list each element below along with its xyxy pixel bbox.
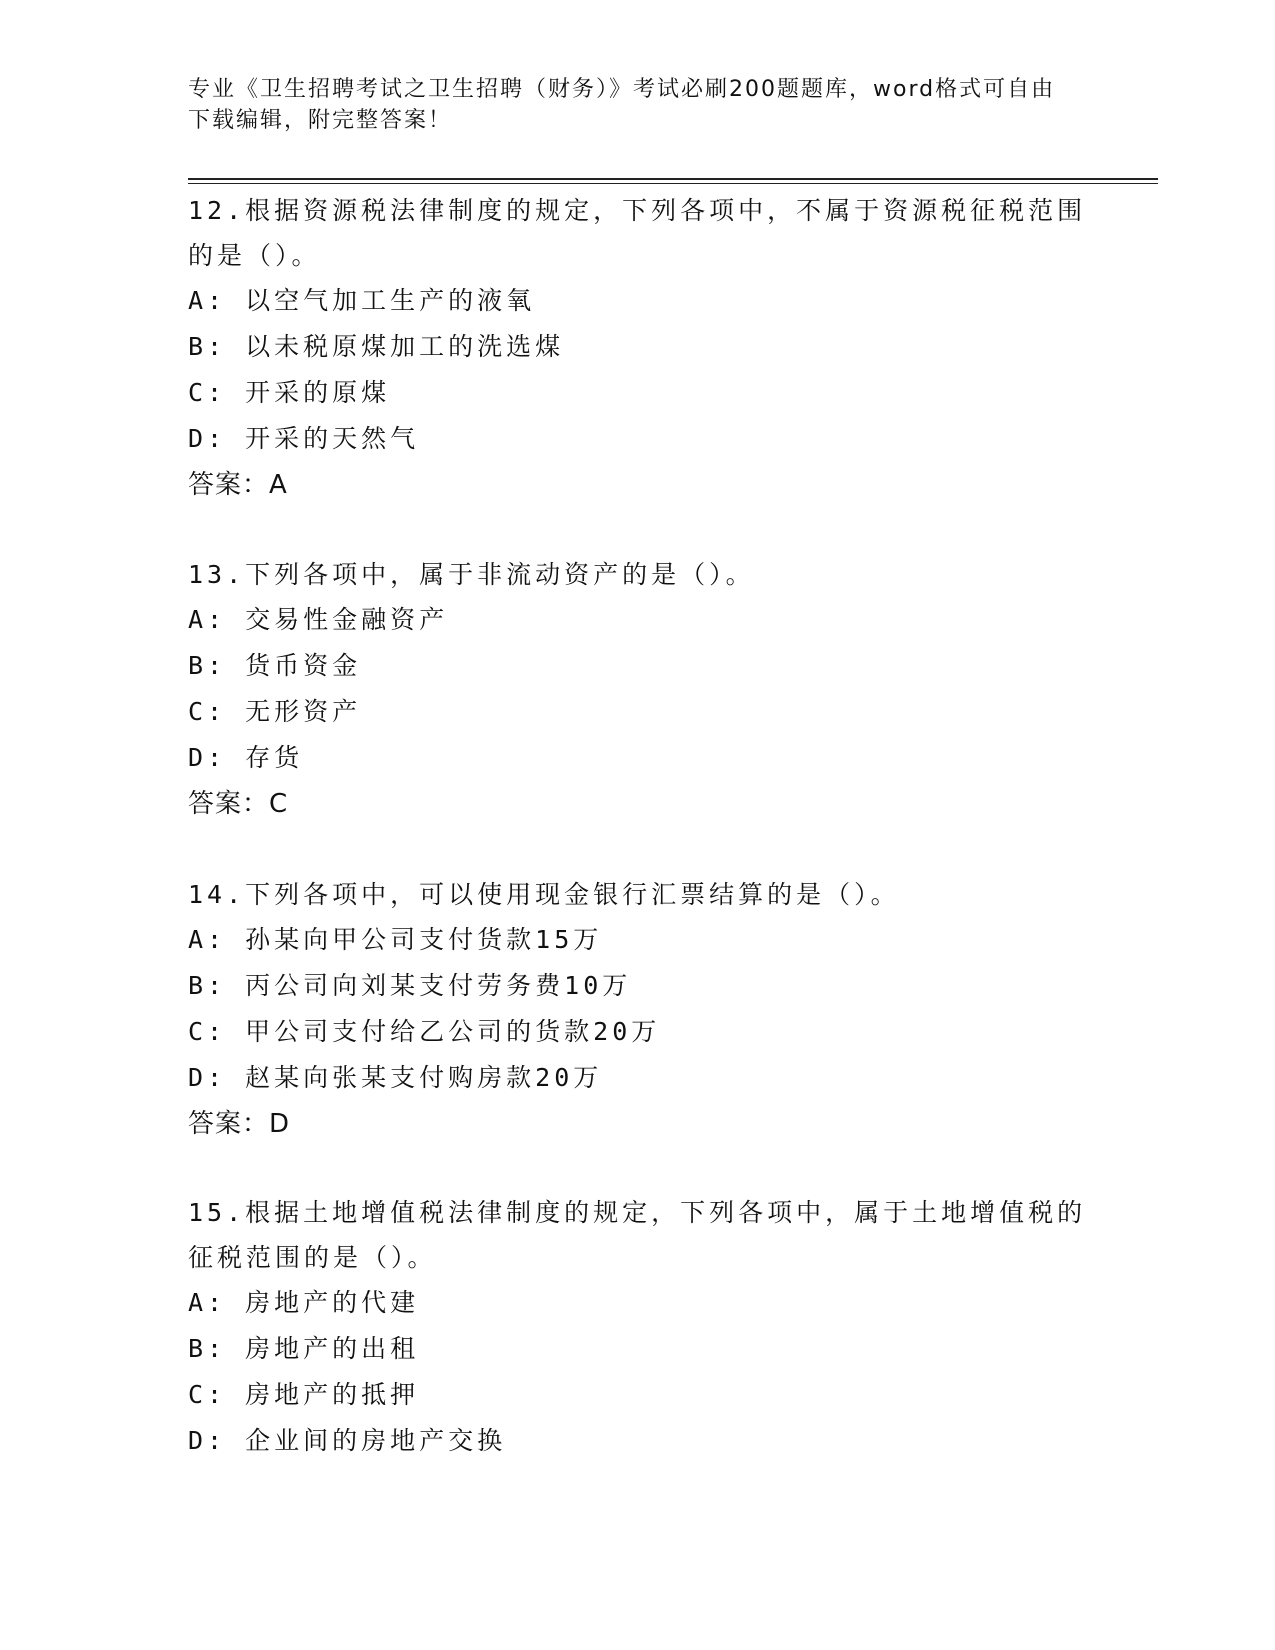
option-c: C: 甲公司支付给乙公司的货款20万	[188, 1017, 661, 1046]
question-14	[188, 872, 1088, 1147]
option-b: B: 房地产的出租	[188, 1334, 420, 1363]
option-d: D: 赵某向张某支付购房款20万	[188, 1063, 603, 1092]
option-b: B: 以未税原煤加工的洗选煤	[188, 332, 565, 361]
option-a: A: 以空气加工生产的液氧	[188, 286, 536, 315]
answer-line: 答案：D	[188, 1109, 291, 1139]
option-c: C: 无形资产	[188, 697, 362, 726]
option-a: A: 房地产的代建	[188, 1288, 420, 1317]
question-15	[188, 1190, 1088, 1464]
option-b: B: 丙公司向刘某支付劳务费10万	[188, 971, 632, 1000]
question-12	[188, 188, 1088, 508]
document-header: 专业《卫生招聘考试之卫生招聘（财务）》考试必刷200题题库，word格式可自由下载编辑，附完整答案！	[188, 77, 1056, 133]
option-a: A: 交易性金融资产	[188, 605, 449, 634]
question-stem: 13.下列各项中，属于非流动资产的是（）。	[188, 560, 755, 589]
header-divider-thin	[188, 183, 1158, 184]
answer-line: 答案：A	[188, 470, 288, 500]
option-d: D: 企业间的房地产交换	[188, 1426, 507, 1455]
question-13	[188, 552, 1088, 827]
option-a: A: 孙某向甲公司支付货款15万	[188, 925, 603, 954]
question-stem: 14.下列各项中，可以使用现金银行汇票结算的是（）。	[188, 880, 900, 909]
question-stem: 12.根据资源税法律制度的规定，下列各项中，不属于资源税征税范围的是（）。	[188, 196, 1087, 270]
answer-line: 答案：C	[188, 789, 289, 819]
header-divider-thick	[188, 178, 1158, 180]
option-c: C: 开采的原煤	[188, 378, 391, 407]
option-d: D: 存货	[188, 743, 304, 772]
option-d: D: 开采的天然气	[188, 424, 420, 453]
option-b: B: 货币资金	[188, 651, 362, 680]
option-c: C: 房地产的抵押	[188, 1380, 420, 1409]
question-stem: 15.根据土地增值税法律制度的规定，下列各项中，属于土地增值税的征税范围的是（）。	[188, 1198, 1087, 1272]
